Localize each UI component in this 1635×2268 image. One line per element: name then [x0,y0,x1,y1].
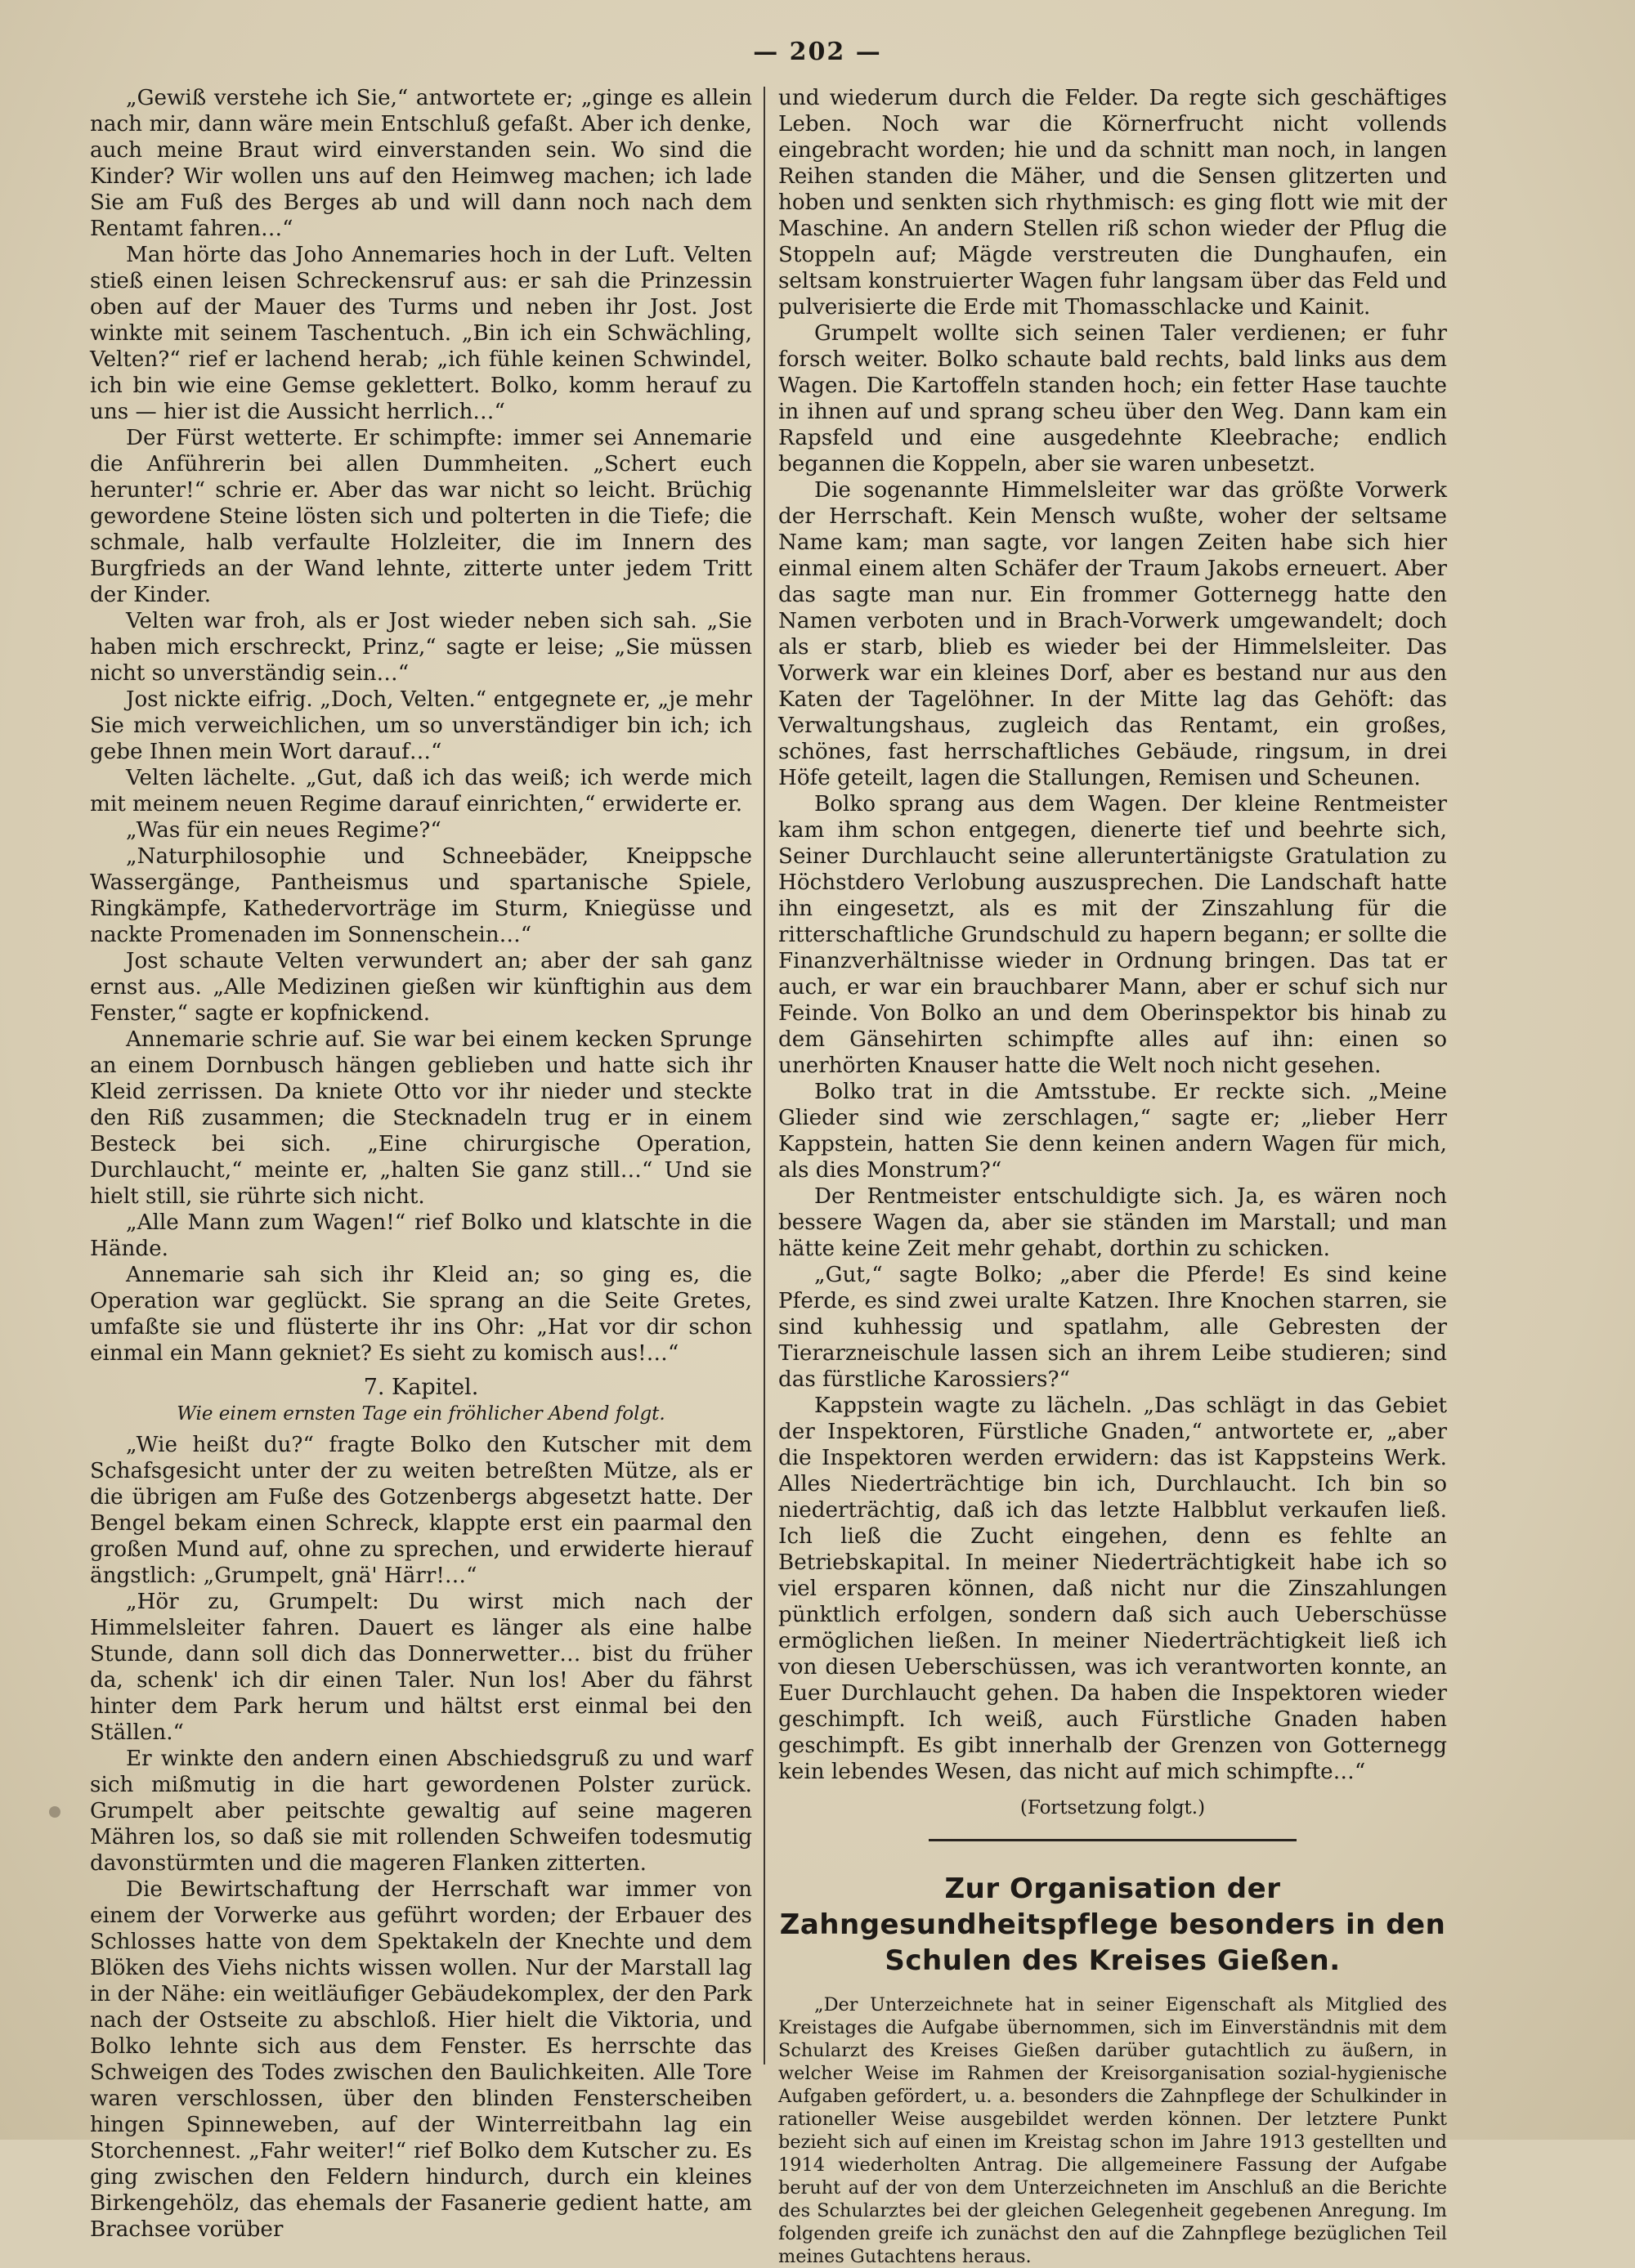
paragraph: „Gut,“ sagte Bolko; „aber die Pferde! Es sind keine Pferde, es sind zwei uralte Katzen. Ihre Knochen starren, sie sind kuhhessig und spatlahm, alle Gebresten der Tierarzneischule lassen sich an ihrem Leibe studieren; sind das fürstliche Karossiers?“ [778,1263,1447,1392]
paragraph: Annemarie schrie auf. Sie war bei einem kecken Sprunge an einem Dornbusch hängen geblieben und hatte sich ihr Kleid zerrissen. Da kniete Otto vor ihr nieder und steckte den Riß zusammen; die Stecknadeln trug er in einem Besteck bei sich. „Eine chirurgische Operation, Durchlaucht,“ meinte er, „halten Sie ganz still…“ Und sie hielt still, sie rührte sich nicht. [90,1027,752,1209]
paper-stain [49,1806,60,1818]
paragraph: Velten war froh, als er Jost wieder neben sich sah. „Sie haben mich erschreckt, Prinz,“ sagte er leise; „Sie müssen nicht so unverständig sein…“ [90,609,752,686]
article-body: „Der Unterzeichnete hat in seiner Eigenschaft als Mitglied des Kreistages die Aufgabe übernommen, sich im Einverständnis mit dem Schularzt des Kreises Gießen darüber gutachtlich zu äußern, in welcher Weise im Rahmen der Kreisorganisation sozial-hygienische Aufgaben gefördert, u. a. besonders die Zahnpflege der Schulkinder in rationeller Weise ausgebildet werden können. Der letztere Punkt bezieht sich auf einen im Kreistag schon im Jahre 1913 gestellten und 1914 wiederholten Antrag. Die allgemeinere Fassung der Aufgabe beruht auf der von dem Unterzeichneten im Anschluß an die Berichte des Schularztes bei der gleichen Gelegenheit gegebenen Anregung. Im folgenden greife ich zunächst den auf die Zahnpflege bezüglichen Teil meines Gutachtens heraus. [778,1994,1447,2267]
paragraph: und wiederum durch die Felder. Da regte sich geschäftiges Leben. Noch war die Körnerfrucht nicht vollends eingebracht worden; hie und da schnitt man noch, in langen Reihen standen die Mäher, und die Sensen glitzerten und hoben und senkten sich rhythmisch: es ging flott wie mit der Maschine. An andern Stellen riß schon wieder der Pflug die Stoppeln auf; Mägde verstreuten die Dunghaufen, ein seltsam konstruierter Wagen fuhr langsam über das Feld und pulverisierte die Erde mit Thomasschlacke und Kainit. [778,86,1447,320]
paragraph: Er winkte den andern einen Abschiedsgruß zu und warf sich mißmutig in die hart gewordenen Polster zurück. Grumpelt aber peitschte gewaltig auf seine mageren Mähren los, so daß sie mit rollenden Schweifen todesmutig davonstürmten und die mageren Flanken zitterten. [90,1747,752,1876]
chapter-subtitle: Wie einem ernsten Tage ein fröhlicher Abend folgt. [177,1403,665,1425]
left-column [90,85,752,2243]
paragraph: „Naturphilosophie und Schneebäder, Kneippsche Wassergänge, Pantheismus und spartanische Spiele, Ringkämpfe, Kathedervorträge im Sturm, Kniegüsse und nackte Promenaden im Sonnenschein…“ [90,844,752,947]
paragraph: „Gewiß verstehe ich Sie,“ antwortete er; „ginge es allein nach mir, dann wäre mein Entschluß gefaßt. Aber ich denke, auch meine Braut wird einverstanden sein. Wo sind die Kinder? Wir wollen uns auf den Heimweg machen; ich lade Sie am Fuß des Berges ab und will dann noch nach dem Rentamt fahren…“ [90,86,752,241]
paragraph: „Was für ein neues Regime?“ [126,818,441,843]
right-column [778,85,1447,2268]
page-number: — 202 — [753,38,882,66]
paragraph: „Alle Mann zum Wagen!“ rief Bolko und klatschte in die Hände. [90,1210,752,1261]
paragraph: Man hörte das Joho Annemaries hoch in der Luft. Velten stieß einen leisen Schreckensruf aus: er sah die Prinzessin oben auf der Mauer des Turms und neben ihr Jost. Jost winkte mit seinem Taschentuch. „Bin ich ein Schwächling, Velten?“ rief er lachend herab; „ich fühle keinen Schwindel, ich bin wie eine Gemse geklettert. Bolko, komm herauf zu uns — hier ist die Aussicht herrlich…“ [90,243,752,424]
continued-note: (Fortsetzung folgt.) [1019,1797,1206,1818]
article-title: Zur Organisation der Zahngesundheitspflege besonders in den Schulen des Kreises Gießen. [779,1872,1446,1977]
paragraph: „Hör zu, Grumpelt: Du wirst mich nach der Himmelsleiter fahren. Dauert es länger als eine halbe Stunde, dann soll dich das Donnerwetter… bist du früher da, schenk' ich dir einen Taler. Nun los! Aber du fährst hinter dem Park herum und hältst erst einmal bei den Ställen.“ [90,1590,752,1745]
paragraph: Die sogenannte Himmelsleiter war das größte Vorwerk der Herrschaft. Kein Mensch wußte, woher der seltsame Name kam; man sagte, vor langen Zeiten habe sich hier einmal einem alten Schäfer der Traum Jakobs erneuert. Aber das sagte man nur. Ein frommer Gotternegg hatte den Namen verboten und in Brach-Vorwerk umgewandelt; doch als er starb, blieb es wieder bei der Himmelsleiter. Das Vorwerk war ein kleines Dorf, aber es bestand nur aus den Katen der Tagelöhner. In der Mitte lag das Gehöft: das Verwaltungshaus, zugleich das Rentamt, ein großes, schönes, fast herrschaftliches Gebäude, ringsum, in drei Höfe geteilt, lagen die Stallungen, Remisen und Scheunen. [778,478,1447,790]
section-divider [929,1839,1297,1841]
paragraph: Jost nickte eifrig. „Doch, Velten.“ entgegnete er, „je mehr Sie mich verweichlichen, um so unverständiger bin ich; ich gebe Ihnen mein Wort darauf…“ [90,687,752,764]
paragraph: Bolko trat in die Amtsstube. Er reckte sich. „Meine Glieder sind wie zerschlagen,“ sagte er; „lieber Herr Kappstein, hatten Sie denn keinen andern Wagen für mich, als dies Monstrum?“ [778,1080,1447,1183]
chapter-number: 7. Kapitel. [363,1375,479,1400]
column-divider [764,87,765,2064]
paragraph: Der Rentmeister entschuldigte sich. Ja, es wären noch bessere Wagen da, aber sie ständen im Marstall; und man hätte keine Zeit mehr gehabt, dorthin zu schicken. [778,1184,1447,1261]
paragraph: Der Fürst wetterte. Er schimpfte: immer sei Annemarie die Anführerin bei allen Dummheiten. „Schert euch herunter!“ schrie er. Aber das war nicht so leicht. Brüchig gewordene Steine lösten sich und polterten in die Tiefe; die schmale, halb verfaulte Holzleiter, die im Innern des Burgfrieds an der Wand lehnte, zitterte unter jedem Tritt der Kinder. [90,426,752,607]
paragraph: Bolko sprang aus dem Wagen. Der kleine Rentmeister kam ihm schon entgegen, dienerte tief und beehrte sich, Seiner Durchlaucht seine alleruntertänigste Gratulation zu Höchstdero Verlobung auszusprechen. Die Landschaft hatte ihn eingesetzt, als es mit der Zinszahlung für die ritterschaftliche Grundschuld zu hapern begann; er sollte die Finanzverhältnisse wieder in Ordnung bringen. Das tat er auch, er war ein brauchbarer Mann, aber er schuf sich nur Feinde. Von Bolko an und dem Oberinspektor bis hinab zu dem Gänsehirten schimpfte alles auf ihn: einen so unerhörten Knauser hatte die Welt noch nicht gesehen. [778,792,1447,1078]
paragraph: „Wie heißt du?“ fragte Bolko den Kutscher mit dem Schafsgesicht unter der zu weiten betreßten Mütze, als er die übrigen am Fuße des Gotzenbergs abgesetzt hatte. Der Bengel bekam einen Schreck, klappte erst ein paarmal den großen Mund auf, ohne zu sprechen, und erwiderte hierauf ängstlich: „Grumpelt, gnä' Härr!…“ [90,1433,752,1588]
paragraph: Jost schaute Velten verwundert an; aber der sah ganz ernst aus. „Alle Medizinen gießen wir künftighin aus dem Fenster,“ sagte er kopfnickend. [90,949,752,1026]
paragraph: Grumpelt wollte sich seinen Taler verdienen; er fuhr forsch weiter. Bolko schaute bald rechts, bald links aus dem Wagen. Die Kartoffeln standen hoch; ein fetter Hase tauchte in ihnen auf und sprang scheu über den Weg. Dann kam ein Rapsfeld und eine ausgedehnte Kleebrache; endlich begannen die Koppeln, aber sie waren unbesetzt. [778,321,1447,476]
paragraph: Die Bewirtschaftung der Herrschaft war immer von einem der Vorwerke aus geführt worden; der Erbauer des Schlosses hatte von dem Spektakeln der Knechte und dem Blöken des Viehs nichts wissen wollen. Nur der Marstall lag in der Nähe: ein weitläufiger Gebäudekomplex, der den Park nach der Ostseite zu abschloß. Hier hielt die Viktoria, und Bolko lehnte sich aus dem Fenster. Es herrschte das Schweigen des Todes zwischen den Baulichkeiten. Alle Tore waren verschlossen, über den blinden Fensterscheiben hingen Spinneweben, auf der Winterreitbahn lag ein Storchennest. „Fahr weiter!“ rief Bolko dem Kutscher zu. Es ging zwischen den Feldern hindurch, durch ein kleines Birkengehölz, das ehemals der Fasanerie gedient hatte, am Brachsee vorüber [90,1877,752,2242]
paragraph: Annemarie sah sich ihr Kleid an; so ging es, die Operation war geglückt. Sie sprang an die Seite Gretes, umfaßte sie und flüsterte ihr ins Ohr: „Hat vor dir schon einmal ein Mann gekniet? Es sieht zu komisch aus!…“ [90,1263,752,1366]
paragraph: Kappstein wagte zu lächeln. „Das schlägt in das Gebiet der Inspektoren, Fürstliche Gnaden,“ antwortete er, „aber die Inspektoren werden erwidern: das ist Kappsteins Werk. Alles Niederträchtige bin ich, Durchlaucht. Ich bin so niederträchtig, daß ich das letzte Halbblut verkaufen ließ. Ich ließ die Zucht eingehen, denn es fehlte an Betriebskapital. In meiner Niederträchtigkeit habe ich so viel ersparen können, daß nicht nur die Zinszahlungen pünktlich erfolgen, sondern daß sich auch Ueberschüsse ermöglichen ließen. In meiner Niederträchtigkeit ließ ich von diesen Ueberschüssen, was ich verantworten konnte, an Euer Durchlaucht gehen. Da haben die Inspektoren wieder geschimpft. Ich weiß, auch Fürstliche Gnaden haben geschimpft. Es gibt innerhalb der Grenzen von Gotternegg kein lebendes Wesen, das nicht auf mich schimpfte…“ [778,1393,1447,1784]
paragraph: Velten lächelte. „Gut, daß ich das weiß; ich werde mich mit meinem neuen Regime darauf einrichten,“ erwiderte er. [90,766,752,816]
